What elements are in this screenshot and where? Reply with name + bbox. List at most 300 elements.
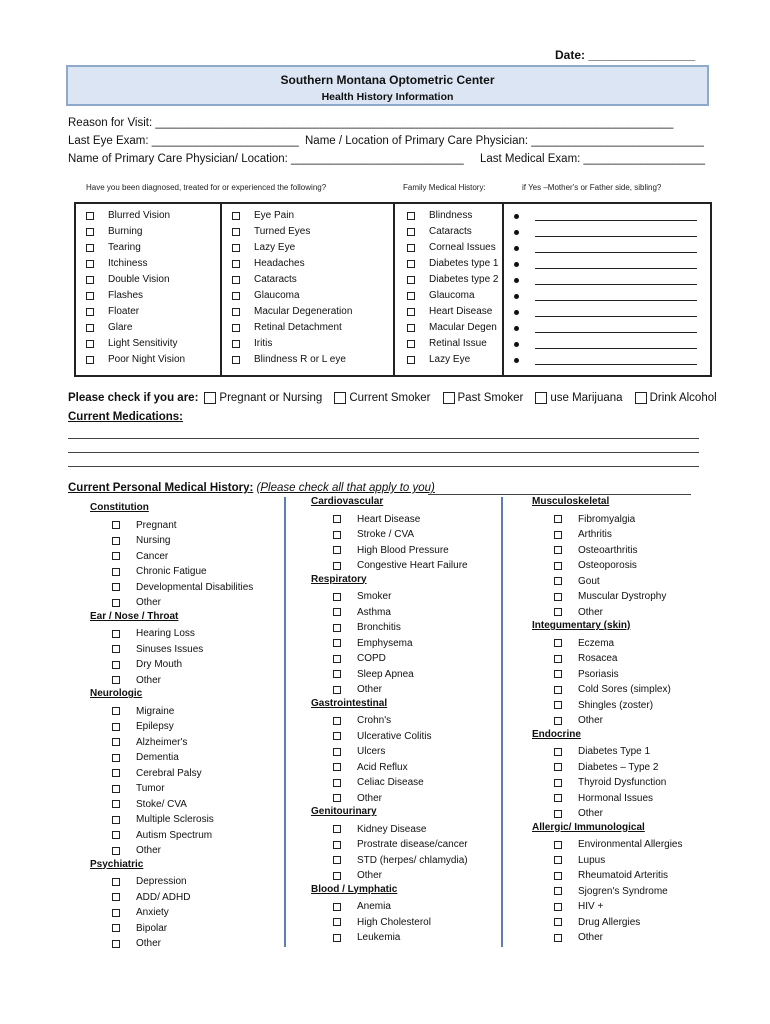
- checkbox-icon: [112, 661, 120, 669]
- history-checkbox-diabetes-type-2[interactable]: [532, 760, 683, 776]
- checkbox-label: Macular Degen: [429, 322, 497, 333]
- checkbox-item-blindness-r-or-l-eye[interactable]: [232, 352, 352, 368]
- checkbox-label: Hearing Loss: [136, 628, 195, 640]
- checkbox-icon: [86, 244, 94, 252]
- checkbox-icon: [112, 800, 120, 808]
- checkbox-label: Diabetes – Type 2: [578, 761, 659, 773]
- history-checkbox-drug-allergies[interactable]: [532, 915, 683, 931]
- bullet-icon: [514, 230, 519, 235]
- checkbox-icon: [333, 717, 341, 725]
- family-relation-field[interactable]: [514, 320, 697, 336]
- current-smoker-checkbox[interactable]: [334, 392, 430, 404]
- checkbox-label: Other: [357, 792, 383, 804]
- checkbox-label: Other: [578, 808, 604, 820]
- blank-line: [535, 260, 697, 269]
- checkbox-item-glaucoma[interactable]: [232, 288, 352, 304]
- option-label: Current Smoker: [349, 392, 431, 404]
- checkbox-icon: [112, 769, 120, 777]
- history-checkbox-cold-sores-simplex[interactable]: [532, 682, 683, 698]
- family-relation-field[interactable]: [514, 336, 697, 352]
- section-heading-cardiovascular: Cardiovascular: [311, 496, 384, 507]
- history-checkbox-sinuses-issues[interactable]: [90, 642, 253, 658]
- checkbox-label: Chronic Fatigue: [136, 566, 207, 578]
- checkbox-icon: [554, 841, 562, 849]
- history-checkbox-alzheimer-s[interactable]: [90, 735, 253, 751]
- history-checkbox-stoke-cva[interactable]: [90, 797, 253, 813]
- checkbox-icon: [554, 670, 562, 678]
- history-checkbox-dry-mouth[interactable]: [90, 657, 253, 673]
- checkbox-icon: [232, 292, 240, 300]
- bullet-icon: [514, 246, 519, 251]
- checkbox-icon: [333, 531, 341, 539]
- history-checkbox-anxiety[interactable]: [90, 905, 253, 921]
- bullet-icon: [514, 278, 519, 283]
- history-column-c: [532, 496, 683, 946]
- family-relation-field[interactable]: [514, 256, 697, 272]
- history-checkbox-congestive-heart-failure[interactable]: [311, 558, 468, 574]
- history-checkbox-other[interactable]: [532, 713, 683, 729]
- checkbox-icon: [554, 717, 562, 725]
- history-checkbox-environmental-allergies[interactable]: [532, 837, 683, 853]
- family-relation-field[interactable]: [514, 304, 697, 320]
- checkbox-item-diabetes-type-1[interactable]: [407, 256, 499, 272]
- clinic-title: Southern Montana Optometric Center: [280, 73, 495, 87]
- past-smoker-checkbox[interactable]: [443, 392, 524, 404]
- history-checkbox-arthritis[interactable]: [532, 527, 683, 543]
- checkbox-item-turned-eyes[interactable]: [232, 224, 352, 240]
- history-checkbox-prostrate-disease-cancer[interactable]: [311, 837, 468, 853]
- checkbox-label: Thyroid Dysfunction: [578, 777, 667, 789]
- checkbox-item-retinal-issue[interactable]: [407, 336, 499, 352]
- checkbox-item-cataracts[interactable]: [232, 272, 352, 288]
- history-checkbox-heart-disease[interactable]: [311, 512, 468, 528]
- checkbox-icon: [86, 356, 94, 364]
- history-checkbox-muscular-dystrophy[interactable]: [532, 589, 683, 605]
- history-checkbox-smoker[interactable]: [311, 589, 468, 605]
- history-checkbox-sjogren-s-syndrome[interactable]: [532, 884, 683, 900]
- symptoms-list-1: [86, 208, 185, 368]
- checkbox-icon: [333, 856, 341, 864]
- checkbox-label: Psoriasis: [578, 668, 619, 680]
- checkbox-item-diabetes-type-2[interactable]: [407, 272, 499, 288]
- history-checkbox-pregnant[interactable]: [90, 518, 253, 534]
- checkbox-label: Nursing: [136, 535, 171, 547]
- history-checkbox-fibromyalgia[interactable]: [532, 512, 683, 528]
- family-relation-field[interactable]: [514, 352, 697, 368]
- checkbox-icon: [407, 260, 415, 268]
- checkbox-label: High Blood Pressure: [357, 544, 449, 556]
- checkbox-icon: [407, 340, 415, 348]
- history-checkbox-rosacea[interactable]: [532, 651, 683, 667]
- history-checkbox-high-cholesterol[interactable]: [311, 915, 468, 931]
- checkbox-label: Glaucoma: [429, 290, 475, 301]
- history-checkbox-add-adhd[interactable]: [90, 890, 253, 906]
- checkbox-item-burning[interactable]: [86, 224, 185, 240]
- last-eye-exam-field[interactable]: Last Eye Exam: _______________________: [68, 135, 299, 147]
- column-divider: [501, 497, 503, 947]
- heading-underline: [428, 494, 691, 495]
- checkbox-icon: [86, 228, 94, 236]
- checkbox-icon: [554, 546, 562, 554]
- bullet-icon: [514, 294, 519, 299]
- checkbox-icon: [112, 831, 120, 839]
- history-checkbox-nursing[interactable]: [90, 533, 253, 549]
- checkbox-icon: [232, 324, 240, 332]
- bullet-icon: [514, 358, 519, 363]
- checkbox-item-poor-night-vision[interactable]: [86, 352, 185, 368]
- history-checkbox-diabetes-type-1[interactable]: [532, 744, 683, 760]
- bullet-icon: [514, 326, 519, 331]
- checkbox-icon: [232, 340, 240, 348]
- family-relation-field[interactable]: [514, 208, 697, 224]
- history-checkbox-other[interactable]: [311, 682, 468, 698]
- history-checkbox-tumor[interactable]: [90, 781, 253, 797]
- section-heading-respiratory: Respiratory: [311, 573, 367, 585]
- checkbox-icon: [333, 872, 341, 880]
- history-checkbox-shingles-zoster[interactable]: [532, 698, 683, 714]
- checkbox-label: Celiac Disease: [357, 777, 424, 789]
- history-checkbox-other[interactable]: [90, 673, 253, 689]
- history-checkbox-multiple-sclerosis[interactable]: [90, 812, 253, 828]
- checkbox-icon: [112, 940, 120, 948]
- checkbox-label: Lupus: [578, 854, 606, 866]
- checkbox-item-macular-degen[interactable]: [407, 320, 499, 336]
- checkbox-label: Ulcers: [357, 746, 386, 758]
- column-divider: [393, 202, 395, 377]
- checkbox-label: Alzheimer's: [136, 736, 188, 748]
- checkbox-icon: [232, 244, 240, 252]
- checkbox-icon: [86, 276, 94, 284]
- checkbox-item-heart-disease[interactable]: [407, 304, 499, 320]
- checkbox-icon: [333, 562, 341, 570]
- checkbox-item-light-sensitivity[interactable]: [86, 336, 185, 352]
- history-checkbox-other[interactable]: [90, 936, 253, 952]
- checkbox-label: Eye Pain: [254, 210, 295, 221]
- checkbox-label: Fibromyalgia: [578, 513, 636, 525]
- history-checkbox-ulcerative-colitis[interactable]: [311, 729, 468, 745]
- history-checkbox-epilepsy[interactable]: [90, 719, 253, 735]
- history-checkbox-bipolar[interactable]: [90, 921, 253, 937]
- history-checkbox-lupus[interactable]: [532, 853, 683, 869]
- history-checkbox-other[interactable]: [532, 930, 683, 946]
- checkbox-icon: [554, 934, 562, 942]
- checkbox-item-glare[interactable]: [86, 320, 185, 336]
- history-checkbox-leukemia[interactable]: [311, 930, 468, 946]
- history-checkbox-ulcers[interactable]: [311, 744, 468, 760]
- history-checkbox-hormonal-issues[interactable]: [532, 791, 683, 807]
- medications-line[interactable]: [68, 466, 699, 467]
- last-medical-exam-field[interactable]: Last Medical Exam: ___________________: [480, 153, 706, 165]
- checkbox-label: Blurred Vision: [108, 210, 171, 221]
- history-checkbox-asthma[interactable]: [311, 605, 468, 621]
- checkbox-item-glaucoma[interactable]: [407, 288, 499, 304]
- checkbox-label: Smoker: [357, 591, 392, 603]
- checkbox-label: Eczema: [578, 637, 615, 649]
- option-label: use Marijuana: [550, 392, 623, 404]
- checkbox-icon: [112, 521, 120, 529]
- marijuana-checkbox[interactable]: [535, 392, 622, 404]
- checkbox-icon: [333, 515, 341, 523]
- checkbox-label: Stoke/ CVA: [136, 798, 187, 810]
- checkbox-icon: [333, 686, 341, 694]
- checkbox-icon: [554, 562, 562, 570]
- checkbox-icon: [554, 903, 562, 911]
- blank-line: [535, 324, 697, 333]
- checkbox-label: Osteoporosis: [578, 560, 637, 572]
- checkbox-label: Lazy Eye: [429, 354, 471, 365]
- checkbox-item-tearing[interactable]: [86, 240, 185, 256]
- bullet-icon: [514, 310, 519, 315]
- checkbox-icon: [554, 748, 562, 756]
- checkbox-label: Other: [578, 932, 604, 944]
- column-divider: [502, 202, 504, 377]
- checkbox-label: Sleep Apnea: [357, 668, 414, 680]
- history-checkbox-other[interactable]: [90, 595, 253, 611]
- checkbox-icon: [333, 748, 341, 756]
- checkbox-icon: [635, 392, 647, 404]
- checkbox-icon: [112, 599, 120, 607]
- history-checkbox-acid-reflux[interactable]: [311, 760, 468, 776]
- history-checkbox-other[interactable]: [532, 806, 683, 822]
- blank-line: [535, 356, 697, 365]
- history-checkbox-other[interactable]: [311, 868, 468, 884]
- personal-history-heading: [68, 482, 435, 494]
- option-label: Past Smoker: [457, 392, 524, 404]
- checkbox-label: Drug Allergies: [578, 916, 641, 928]
- checkbox-label: Depression: [136, 876, 187, 888]
- checkbox-label: Other: [578, 715, 604, 727]
- history-checkbox-chronic-fatigue[interactable]: [90, 564, 253, 580]
- history-checkbox-depression[interactable]: [90, 874, 253, 890]
- history-checkbox-eczema[interactable]: [532, 636, 683, 652]
- history-checkbox-rheumatoid-arteritis[interactable]: [532, 868, 683, 884]
- pcp-name-location-field[interactable]: Name / Location of Primary Care Physician: ___________________________: [305, 135, 704, 147]
- checkbox-label: Shingles (zoster): [578, 699, 654, 711]
- checkbox-label: Sinuses Issues: [136, 643, 204, 655]
- checkbox-label: Lazy Eye: [254, 242, 296, 253]
- checkbox-label: Sjogren's Syndrome: [578, 885, 668, 897]
- history-checkbox-migraine[interactable]: [90, 704, 253, 720]
- checkbox-item-blindness[interactable]: [407, 208, 499, 224]
- section-heading-gastrointestinal: Gastrointestinal: [311, 697, 388, 709]
- checkbox-icon: [86, 308, 94, 316]
- checkbox-label: Bronchitis: [357, 622, 401, 634]
- form-subtitle: Health History Information: [321, 91, 454, 103]
- checkbox-icon: [333, 546, 341, 554]
- checkbox-label: Tumor: [136, 783, 165, 795]
- history-checkbox-std-herpes-chlamydia[interactable]: [311, 853, 468, 869]
- section-heading-ear-nose-throat: Ear / Nose / Throat: [90, 610, 179, 622]
- checkbox-label: Kidney Disease: [357, 823, 427, 835]
- checkbox-icon: [112, 924, 120, 932]
- checkbox-icon: [333, 624, 341, 632]
- reason-for-visit-field[interactable]: Reason for Visit: _________________________________________________________________________________: [68, 117, 674, 129]
- checkbox-icon: [333, 934, 341, 942]
- checkbox-label: Leukemia: [357, 932, 401, 944]
- history-column-b: [311, 496, 468, 946]
- diagnosed-prompt: Have you been diagnosed, treated for or experienced the following?: [86, 183, 327, 192]
- history-checkbox-copd[interactable]: [311, 651, 468, 667]
- history-checkbox-other[interactable]: [532, 605, 683, 621]
- checkbox-label: Retinal Issue: [429, 338, 487, 349]
- checkbox-item-cataracts[interactable]: [407, 224, 499, 240]
- checkbox-icon: [112, 707, 120, 715]
- checkbox-label: Acid Reflux: [357, 761, 408, 773]
- checkbox-label: Bipolar: [136, 922, 168, 934]
- checkbox-label: Poor Night Vision: [108, 354, 186, 365]
- checkbox-label: Cataracts: [254, 274, 297, 285]
- checkbox-item-flashes[interactable]: [86, 288, 185, 304]
- checkbox-item-iritis[interactable]: [232, 336, 352, 352]
- history-checkbox-high-blood-pressure[interactable]: [311, 543, 468, 559]
- family-history-list: [407, 208, 499, 368]
- column-divider: [284, 497, 286, 947]
- family-relation-field[interactable]: [514, 240, 697, 256]
- bullet-icon: [514, 262, 519, 267]
- checkbox-label: Environmental Allergies: [578, 839, 683, 851]
- checkbox-item-eye-pain[interactable]: [232, 208, 352, 224]
- checkbox-icon: [112, 583, 120, 591]
- checkbox-icon: [112, 738, 120, 746]
- checkbox-icon: [554, 763, 562, 771]
- checkbox-label: COPD: [357, 653, 386, 665]
- family-relation-field[interactable]: [514, 224, 697, 240]
- checkbox-icon: [112, 723, 120, 731]
- checkbox-item-lazy-eye[interactable]: [407, 352, 499, 368]
- checkbox-item-double-vision[interactable]: [86, 272, 185, 288]
- checkbox-icon: [407, 212, 415, 220]
- history-checkbox-developmental-disabilities[interactable]: [90, 580, 253, 596]
- checkbox-label: Dementia: [136, 752, 179, 764]
- checkbox-icon: [112, 847, 120, 855]
- checkbox-icon: [112, 552, 120, 560]
- checkbox-item-floater[interactable]: [86, 304, 185, 320]
- checkbox-icon: [554, 810, 562, 818]
- checkbox-label: Tearing: [108, 242, 141, 253]
- checkbox-icon: [333, 593, 341, 601]
- checkbox-icon: [554, 515, 562, 523]
- family-relation-lines: [514, 208, 697, 368]
- history-checkbox-gout[interactable]: [532, 574, 683, 590]
- medications-line[interactable]: [68, 438, 699, 439]
- checkbox-icon: [333, 670, 341, 678]
- checkbox-item-headaches[interactable]: [232, 256, 352, 272]
- history-checkbox-crohn-s[interactable]: [311, 713, 468, 729]
- checkbox-label: Flashes: [108, 290, 144, 301]
- checkbox-icon: [554, 794, 562, 802]
- history-checkbox-cancer[interactable]: [90, 549, 253, 565]
- history-checkbox-osteoarthritis[interactable]: [532, 543, 683, 559]
- checkbox-label: Rheumatoid Arteritis: [578, 870, 669, 882]
- checkbox-icon: [407, 244, 415, 252]
- checkbox-icon: [112, 568, 120, 576]
- history-checkbox-osteoporosis[interactable]: [532, 558, 683, 574]
- medications-line[interactable]: [68, 452, 699, 453]
- checkbox-item-blurred-vision[interactable]: [86, 208, 185, 224]
- history-checkbox-thyroid-dysfunction[interactable]: [532, 775, 683, 791]
- checkbox-icon: [232, 276, 240, 284]
- pcp-location-field[interactable]: Name of Primary Care Physician/ Location: ___________________________: [68, 153, 464, 165]
- checkbox-label: Headaches: [254, 258, 305, 269]
- checkbox-icon: [407, 324, 415, 332]
- checkbox-label: Multiple Sclerosis: [136, 814, 214, 826]
- history-checkbox-stroke-cva[interactable]: [311, 527, 468, 543]
- history-checkbox-psoriasis[interactable]: [532, 667, 683, 683]
- history-checkbox-other[interactable]: [311, 791, 468, 807]
- history-checkbox-hiv[interactable]: [532, 899, 683, 915]
- checkbox-icon: [554, 779, 562, 787]
- section-heading-allergic-immunological: Allergic/ Immunological: [532, 821, 645, 833]
- family-relation-field[interactable]: [514, 288, 697, 304]
- history-checkbox-emphysema[interactable]: [311, 636, 468, 652]
- checkbox-label: Macular Degeneration: [254, 306, 353, 317]
- family-relation-field[interactable]: [514, 272, 697, 288]
- pregnant-checkbox[interactable]: [204, 392, 322, 404]
- checkbox-item-lazy-eye[interactable]: [232, 240, 352, 256]
- checkbox-item-macular-degeneration[interactable]: [232, 304, 352, 320]
- checkbox-label: Cerebral Palsy: [136, 767, 202, 779]
- checkbox-label: Pregnant: [136, 519, 177, 531]
- checkbox-item-corneal-issues[interactable]: [407, 240, 499, 256]
- checkbox-icon: [554, 701, 562, 709]
- checkbox-icon: [112, 537, 120, 545]
- history-checkbox-anemia[interactable]: [311, 899, 468, 915]
- history-checkbox-other[interactable]: [90, 843, 253, 859]
- blank-line: [535, 292, 697, 301]
- section-heading-constitution: Constitution: [90, 502, 149, 513]
- checkbox-icon: [232, 260, 240, 268]
- checkbox-icon: [554, 887, 562, 895]
- history-checkbox-sleep-apnea[interactable]: [311, 667, 468, 683]
- checkbox-icon: [554, 856, 562, 864]
- checkbox-label: STD (herpes/ chlamydia): [357, 854, 468, 866]
- date-field[interactable]: Date: ________________: [555, 48, 696, 62]
- alcohol-checkbox[interactable]: [635, 392, 717, 404]
- checkbox-item-retinal-detachment[interactable]: [232, 320, 352, 336]
- checkbox-icon: [333, 825, 341, 833]
- checkbox-icon: [333, 918, 341, 926]
- history-checkbox-autism-spectrum[interactable]: [90, 828, 253, 844]
- checkbox-icon: [112, 893, 120, 901]
- history-checkbox-dementia[interactable]: [90, 750, 253, 766]
- checkbox-icon: [86, 324, 94, 332]
- checkbox-label: Diabetes type 1: [429, 258, 499, 269]
- checkbox-icon: [554, 593, 562, 601]
- checkbox-icon: [334, 392, 346, 404]
- history-checkbox-hearing-loss[interactable]: [90, 626, 253, 642]
- checkbox-icon: [232, 212, 240, 220]
- checkbox-label: Other: [357, 870, 383, 882]
- history-checkbox-celiac-disease[interactable]: [311, 775, 468, 791]
- checkbox-icon: [333, 639, 341, 647]
- checkbox-item-itchiness[interactable]: [86, 256, 185, 272]
- checkbox-label: Diabetes type 2: [429, 274, 499, 285]
- history-checkbox-bronchitis[interactable]: [311, 620, 468, 636]
- checkbox-icon: [232, 356, 240, 364]
- checkbox-icon: [407, 228, 415, 236]
- section-heading-psychiatric: Psychiatric: [90, 858, 144, 870]
- history-checkbox-cerebral-palsy[interactable]: [90, 766, 253, 782]
- blank-line: [535, 228, 697, 237]
- checkbox-label: Emphysema: [357, 637, 413, 649]
- checkbox-icon: [535, 392, 547, 404]
- checkbox-label: Other: [357, 684, 383, 696]
- checkbox-label: Ulcerative Colitis: [357, 730, 432, 742]
- checkbox-label: Other: [578, 606, 604, 618]
- blank-line: [535, 212, 697, 221]
- checkbox-icon: [407, 276, 415, 284]
- history-checkbox-kidney-disease[interactable]: [311, 822, 468, 838]
